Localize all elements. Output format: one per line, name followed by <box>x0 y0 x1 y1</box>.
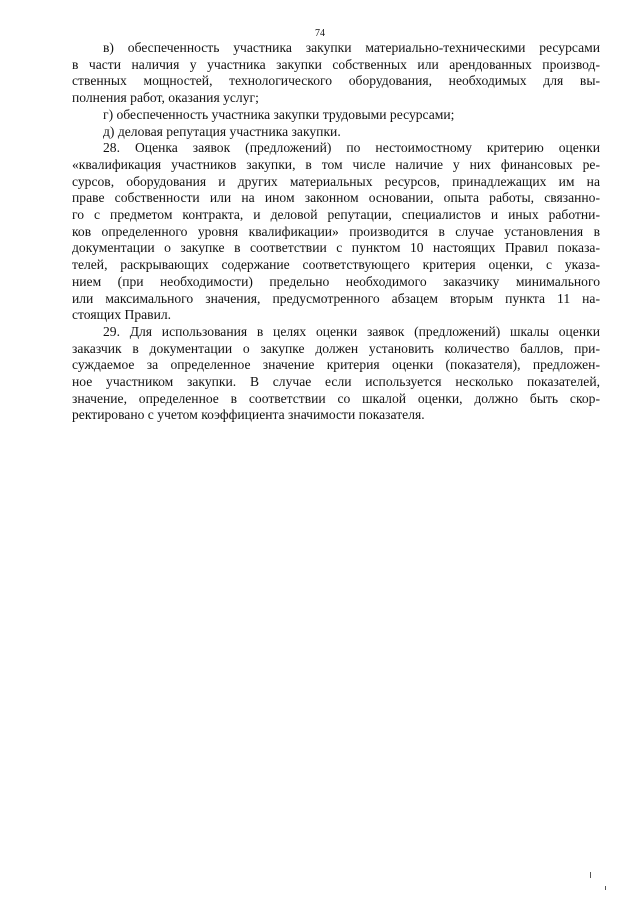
text-line: г) обеспеченность участника закупки трудовыми ресурсами; <box>103 106 455 122</box>
text-line: сурсов, оборудования и других материальных ресурсов, принадлежащих им на <box>72 173 600 189</box>
text-line: нием (при необходимости) предельно необходимого заказчику минимального <box>72 273 600 289</box>
text-line: стоящих Правил. <box>72 307 172 323</box>
text-line: 28. Оценка заявок (предложений) по нестоимостному критерию оценки <box>103 140 600 156</box>
text-line: телей, раскрывающих содержание соответствующего критерия оценки, с указа- <box>72 257 600 273</box>
text-line: суждаемое за определенное значение критерия оценки (показателя), предложен- <box>72 357 600 373</box>
text-line: или максимального значения, предусмотренного абзацем вторым пункта 11 на- <box>72 290 600 306</box>
text-line: в части наличия у участника закупки собственных или арендованных производ- <box>72 56 600 72</box>
scan-artifact <box>590 872 591 878</box>
text-line: ное участником закупки. В случае если используется несколько показателей, <box>72 374 600 390</box>
text-line: документации о закупке в соответствии с пунктом 10 настоящих Правил показа- <box>72 240 600 256</box>
paragraph-clause-28 <box>72 140 600 324</box>
paragraph-item-g <box>72 107 600 124</box>
paragraph-clause-29 <box>72 324 600 424</box>
text-line: значение, определенное в соответствии со шкалой оценки, должно быть скор- <box>72 390 600 406</box>
text-line: ков определенного уровня квалификации» производится в случае установления в <box>72 223 600 239</box>
page-number: 74 <box>315 28 325 39</box>
text-line: 29. Для использования в целях оценки заявок (предложений) шкалы оценки <box>103 323 600 339</box>
scan-artifact <box>605 886 606 890</box>
text-line: в) обеспеченность участника закупки материально-техническими ресурсами <box>103 40 600 55</box>
text-line: «квалификация участников закупки, в том числе наличие у них финансовых ре- <box>72 156 600 172</box>
text-line: ректировано с учетом коэффициента значимости показателя. <box>72 407 425 423</box>
text-line: полнения работ, оказания услуг; <box>72 90 259 106</box>
text-line: д) деловая репутация участника закупки. <box>103 123 341 139</box>
document-body <box>72 40 600 424</box>
text-line: ственных мощностей, технологического оборудования, необходимых для вы- <box>72 73 600 89</box>
text-line: го с предметом контракта, и деловой репутации, специалистов и иных работни- <box>72 207 600 223</box>
paragraph-item-d <box>72 124 600 141</box>
text-line: заказчик в документации о закупке должен установить количество баллов, при- <box>72 340 600 356</box>
text-line: праве собственности или на ином законном основании, опыта работы, связанно- <box>72 190 600 206</box>
paragraph-item-v <box>72 40 600 107</box>
